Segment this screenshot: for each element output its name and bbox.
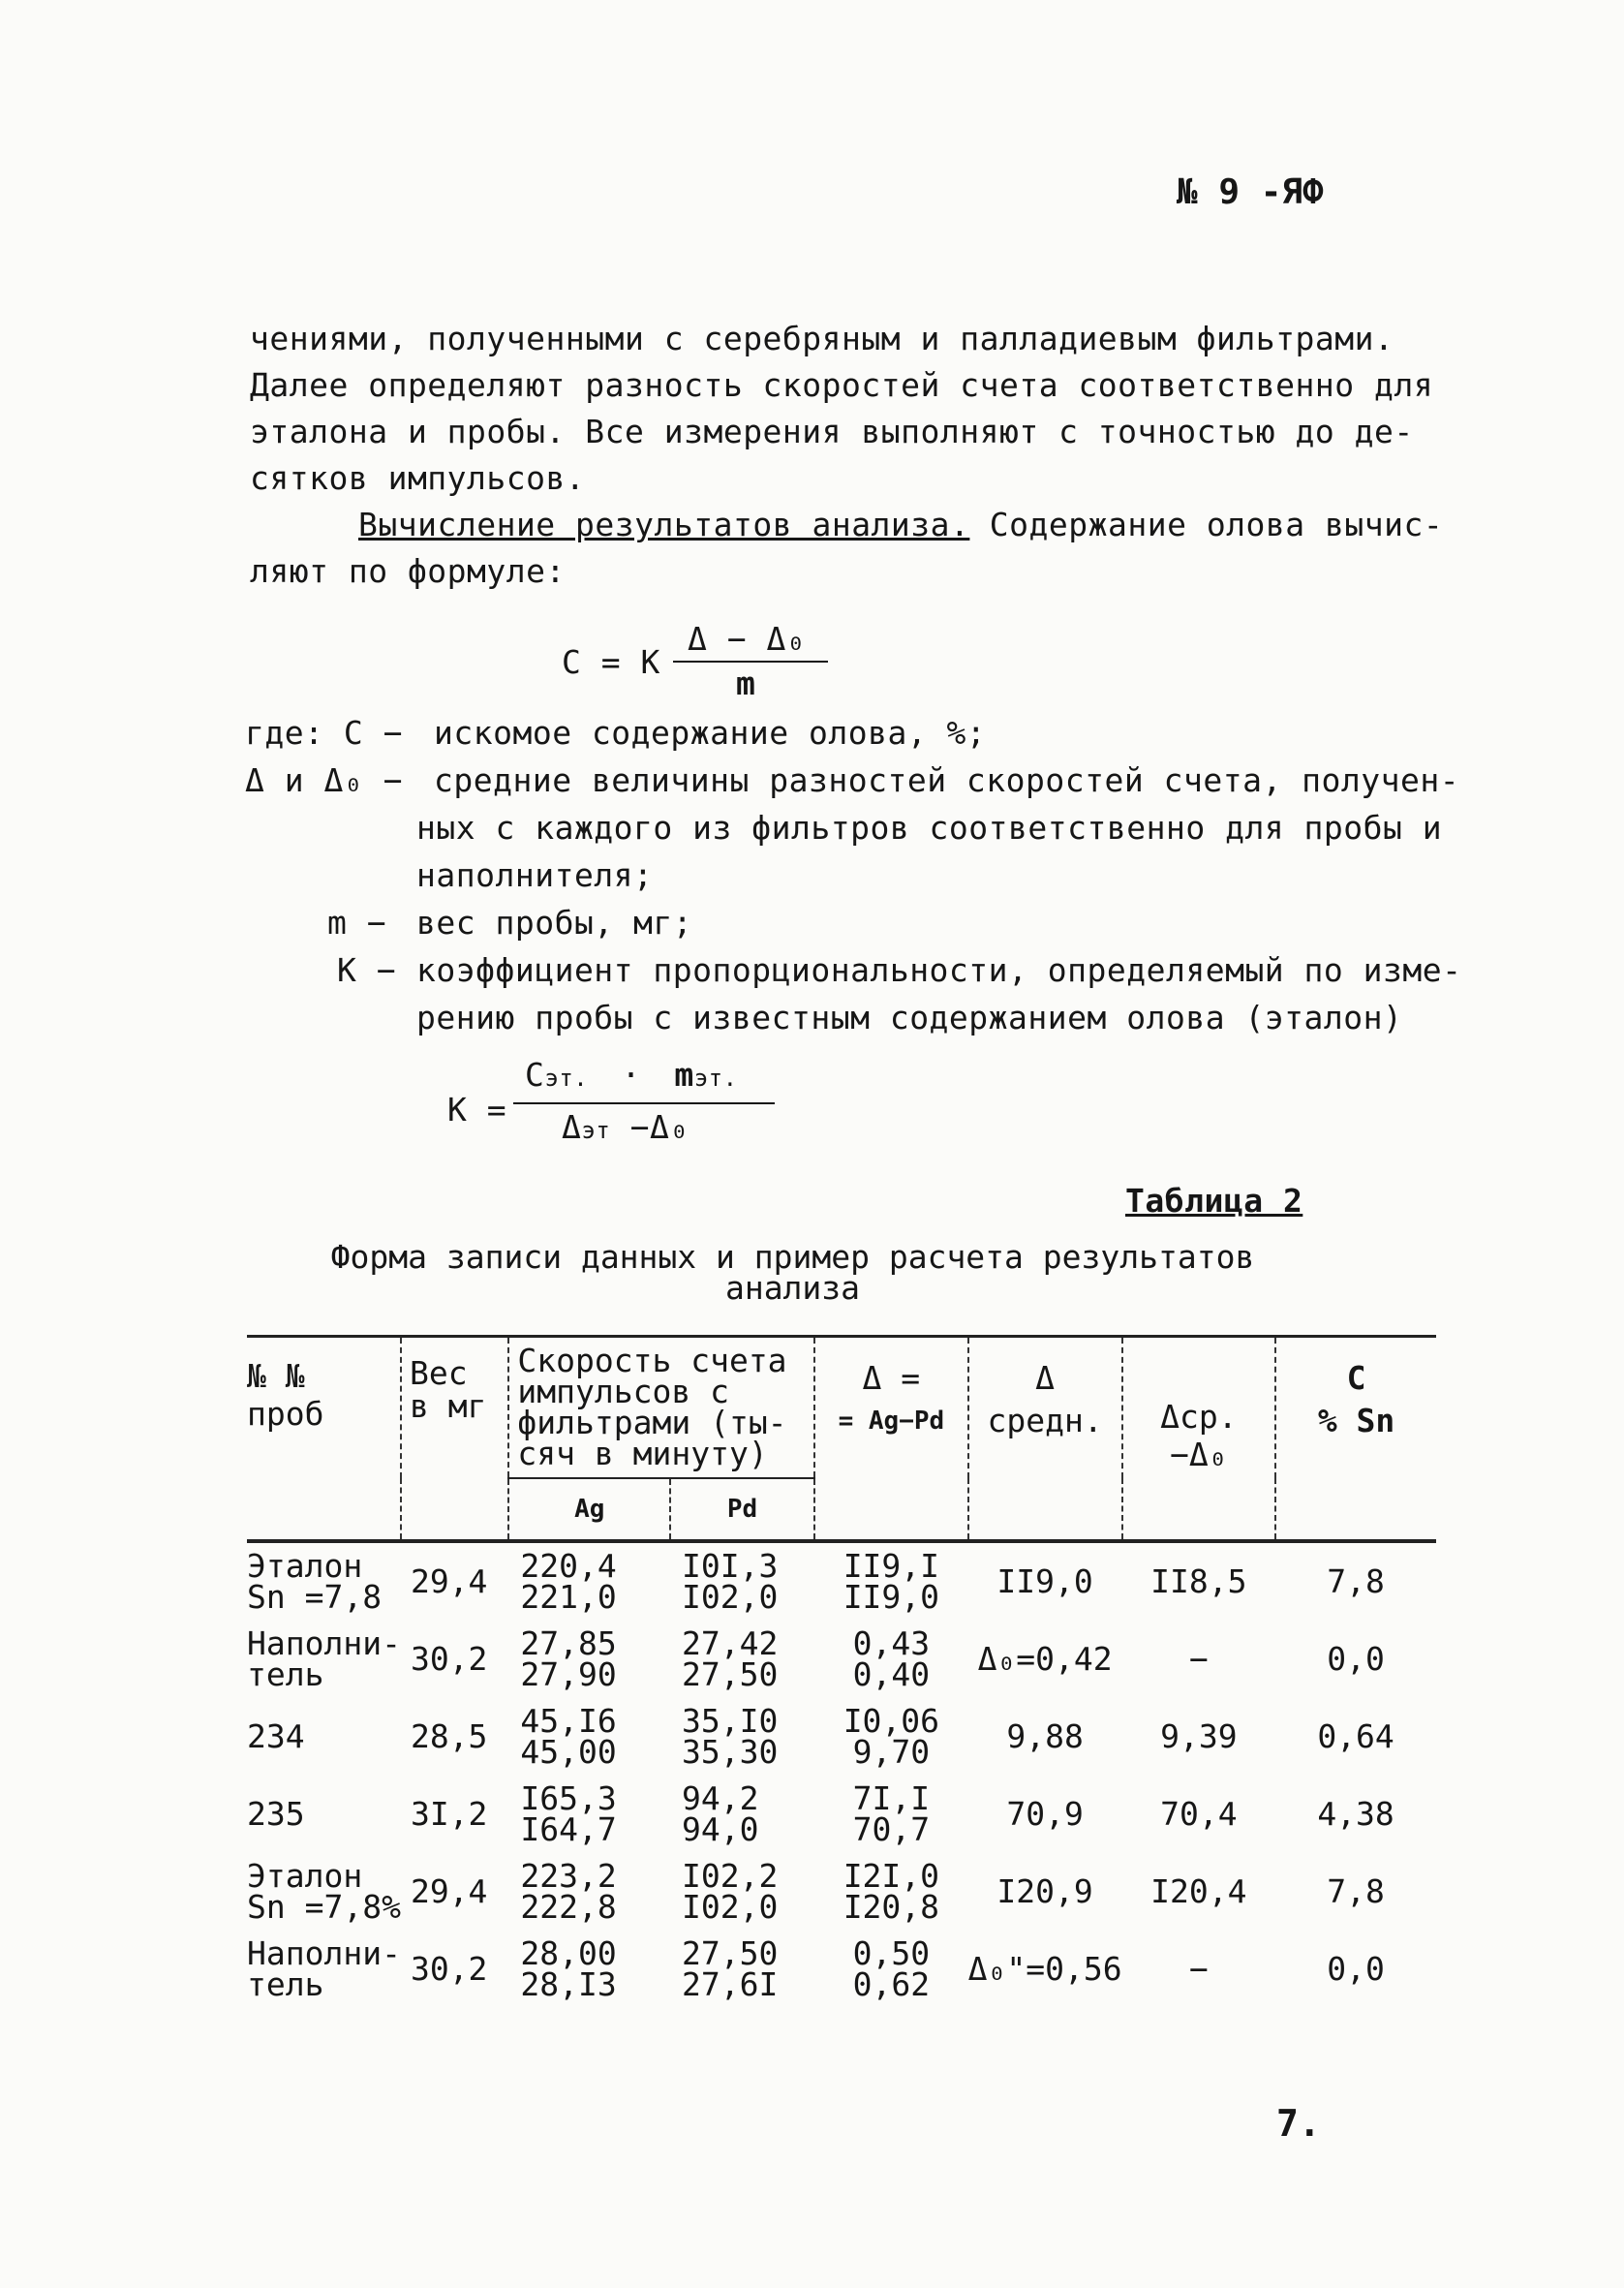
cell-sample-line: Эталон — [247, 1857, 363, 1895]
cell-weight — [401, 1776, 508, 1853]
cell-weight-value: 3I,2 — [410, 1795, 488, 1833]
formula-numerator: Сэт. · mэт. — [525, 1056, 738, 1094]
cell-ag-line: 222,8 — [520, 1888, 617, 1926]
definition-symbol: где: С − — [245, 714, 403, 752]
table-title: анализа — [724, 1269, 861, 1307]
cell-pd-line: 27,6I — [682, 1965, 779, 2003]
cell-c — [1275, 1853, 1436, 1931]
cell-delta-diff — [1122, 1776, 1276, 1853]
cell-delta-mean-value: II9,0 — [996, 1562, 1093, 1600]
table-row — [247, 1931, 1436, 2008]
definition-symbol: К − — [337, 951, 397, 989]
cell-c-value: 0,0 — [1327, 1640, 1385, 1678]
cell-c-value: 7,8 — [1327, 1872, 1385, 1910]
cell-weight-value: 29,4 — [410, 1872, 488, 1910]
header-delta-mean: Δ средн. — [968, 1337, 1122, 1542]
paragraph-line: ляют по формуле: — [250, 552, 566, 590]
cell-weight — [401, 1541, 508, 1621]
cell-pd-line: I02,2 — [682, 1857, 779, 1895]
cell-delta-diff-value: 70,4 — [1160, 1795, 1238, 1833]
cell-pd-line: I02,0 — [682, 1578, 779, 1616]
fraction-bar — [673, 661, 828, 663]
cell-delta-line: 70,7 — [852, 1810, 931, 1848]
paragraph-line: эталона и пробы. Все измерения выполняют с точностью до де- — [250, 413, 1414, 450]
cell-ag-line: 45,00 — [520, 1733, 617, 1771]
cell-sample — [247, 1853, 401, 1931]
cell-c — [1275, 1931, 1436, 2008]
cell-ag-line: I65,3 — [520, 1779, 617, 1817]
cell-delta-mean-value: Δ₀"=0,56 — [967, 1950, 1122, 1988]
formula-lhs: С = К — [562, 643, 660, 681]
cell-ag-line: 28,00 — [520, 1934, 617, 1972]
definition-text: наполнителя; — [416, 856, 654, 894]
paragraph-line: Далее определяют разность скоростей счета соответственно для — [250, 366, 1434, 404]
definition-text: ных с каждого из фильтров соответственно для пробы и — [416, 809, 1443, 847]
definition-text: рению пробы с известным содержанием олова (эталон) — [416, 999, 1403, 1036]
cell-delta — [814, 1853, 968, 1931]
cell-c — [1275, 1621, 1436, 1698]
cell-delta-line: 0,62 — [852, 1965, 931, 2003]
cell-c-value: 0,64 — [1317, 1717, 1394, 1755]
cell-pd — [670, 1698, 814, 1776]
cell-sample — [247, 1698, 401, 1776]
cell-delta-mean — [968, 1541, 1122, 1621]
cell-pd-line: I02,0 — [682, 1888, 779, 1926]
cell-sample-line: 234 — [247, 1717, 305, 1755]
cell-weight — [401, 1621, 508, 1698]
cell-sample-line: Наполни- — [247, 1934, 401, 1972]
cell-c-value: 7,8 — [1327, 1562, 1385, 1600]
cell-delta-diff-value: II8,5 — [1150, 1562, 1247, 1600]
header-weight: Вес в мг — [401, 1337, 508, 1542]
table-row — [247, 1698, 1436, 1776]
cell-delta-line: II9,I — [843, 1547, 940, 1585]
cell-weight-value: 28,5 — [410, 1717, 488, 1755]
cell-delta-line: 7I,I — [852, 1779, 931, 1817]
definition-text: коэффициент пропорциональности, определяемый по изме- — [416, 951, 1462, 989]
header-delta: Δ = = Ag−Pd — [814, 1337, 968, 1542]
cell-sample-line: тель — [247, 1655, 324, 1693]
cell-sample-line: Эталон — [247, 1547, 363, 1585]
cell-delta-diff — [1122, 1541, 1276, 1621]
cell-delta-line: 0,50 — [852, 1934, 931, 1972]
cell-delta-line: 0,40 — [852, 1655, 931, 1693]
cell-delta-diff — [1122, 1853, 1276, 1931]
cell-delta-mean — [968, 1853, 1122, 1931]
cell-c — [1275, 1776, 1436, 1853]
definition-symbol: m − — [327, 904, 387, 942]
table-body — [247, 1541, 1436, 2008]
header-count-rate: Скорость счета импульсов с фильтрами (ты- сяч в минуту) — [508, 1337, 814, 1479]
header-c: С % Sn — [1275, 1337, 1436, 1542]
cell-delta-mean — [968, 1776, 1122, 1853]
table-row — [247, 1541, 1436, 1621]
definition-text: вес пробы, мг; — [416, 904, 693, 942]
cell-delta-mean-value: Δ₀=0,42 — [977, 1640, 1113, 1678]
cell-ag — [508, 1621, 670, 1698]
formula-k — [447, 1056, 786, 1162]
cell-delta-mean-value: 9,88 — [1006, 1717, 1084, 1755]
cell-delta-line: II9,0 — [843, 1578, 940, 1616]
paragraph-line — [358, 506, 1443, 543]
cell-c-value: 4,38 — [1317, 1795, 1394, 1833]
fraction-bar — [513, 1102, 775, 1104]
cell-ag-line: 28,I3 — [520, 1965, 617, 2003]
cell-delta-line: 0,43 — [852, 1624, 931, 1662]
cell-delta-line: 9,70 — [852, 1733, 931, 1771]
cell-sample — [247, 1621, 401, 1698]
cell-delta-mean-value: I20,9 — [996, 1872, 1093, 1910]
cell-delta-line: I0,06 — [843, 1702, 940, 1740]
cell-ag-line: 223,2 — [520, 1857, 617, 1895]
definition-text: средние величины разностей скоростей счета, получен- — [434, 761, 1460, 799]
formula-numerator: Δ − Δ₀ — [688, 620, 807, 658]
header-delta-diff: Δср. −Δ₀ — [1122, 1337, 1276, 1542]
header-ag: Ag — [508, 1478, 670, 1541]
cell-delta — [814, 1698, 968, 1776]
cell-pd — [670, 1776, 814, 1853]
header-sample-no: № № проб — [247, 1337, 401, 1542]
cell-delta-diff — [1122, 1698, 1276, 1776]
cell-weight-value: 30,2 — [410, 1950, 488, 1988]
definition-text: искомое содержание олова, %; — [434, 714, 987, 752]
table-row — [247, 1853, 1436, 1931]
paragraph-text: Содержание олова вычис- — [969, 506, 1444, 543]
cell-pd — [670, 1541, 814, 1621]
cell-delta-diff — [1122, 1931, 1276, 2008]
paragraph-line: чениями, полученными с серебряным и палладиевым фильтрами. — [250, 320, 1394, 357]
cell-delta-diff-value: I20,4 — [1150, 1872, 1247, 1910]
table-header-row — [247, 1337, 1436, 1479]
cell-weight — [401, 1698, 508, 1776]
cell-ag — [508, 1931, 670, 2008]
cell-ag-line: 27,85 — [520, 1624, 617, 1662]
document-number: № 9 -ЯФ — [1177, 172, 1324, 212]
cell-ag-line: 220,4 — [520, 1547, 617, 1585]
cell-sample — [247, 1776, 401, 1853]
cell-sample-line: Sn =7,8 — [247, 1578, 383, 1616]
cell-sample — [247, 1541, 401, 1621]
cell-delta — [814, 1931, 968, 2008]
cell-pd-line: I0I,3 — [682, 1547, 779, 1585]
formula-lhs: К = — [447, 1091, 507, 1129]
cell-ag — [508, 1776, 670, 1853]
cell-pd-line: 27,42 — [682, 1624, 779, 1662]
cell-delta-mean-value: 70,9 — [1006, 1795, 1084, 1833]
cell-weight — [401, 1931, 508, 2008]
cell-sample-line: Наполни- — [247, 1624, 401, 1662]
cell-delta-diff-value: 9,39 — [1160, 1717, 1238, 1755]
cell-delta-diff-value: − — [1188, 1950, 1209, 1988]
table-row — [247, 1621, 1436, 1698]
cell-pd — [670, 1621, 814, 1698]
paragraph-line: сятков импульсов. — [250, 459, 586, 497]
cell-delta-mean — [968, 1931, 1122, 2008]
cell-delta-diff-value: − — [1188, 1640, 1209, 1678]
cell-pd-line: 94,2 — [682, 1779, 759, 1817]
cell-ag — [508, 1698, 670, 1776]
cell-weight — [401, 1853, 508, 1931]
table-row — [247, 1776, 1436, 1853]
cell-pd-line: 94,0 — [682, 1810, 759, 1848]
page-number: 7. — [1276, 2102, 1321, 2145]
formula-denominator: m — [736, 665, 756, 702]
results-table — [247, 1335, 1436, 2008]
cell-ag-line: 45,I6 — [520, 1702, 617, 1740]
cell-sample-line: 235 — [247, 1795, 305, 1833]
definition-symbol: Δ и Δ₀ − — [245, 761, 403, 799]
cell-c — [1275, 1698, 1436, 1776]
cell-c — [1275, 1541, 1436, 1621]
cell-sample-line: тель — [247, 1965, 324, 2003]
cell-pd-line: 27,50 — [682, 1934, 779, 1972]
cell-ag — [508, 1541, 670, 1621]
cell-pd-line: 35,30 — [682, 1733, 779, 1771]
cell-sample — [247, 1931, 401, 2008]
cell-delta — [814, 1621, 968, 1698]
cell-delta — [814, 1776, 968, 1853]
cell-delta-line: I2I,0 — [843, 1857, 940, 1895]
table-label: Таблица 2 — [1125, 1182, 1303, 1220]
cell-ag-line: 221,0 — [520, 1578, 617, 1616]
cell-delta-mean — [968, 1621, 1122, 1698]
cell-pd — [670, 1931, 814, 2008]
cell-delta-line: I20,8 — [843, 1888, 940, 1926]
cell-pd-line: 27,50 — [682, 1655, 779, 1693]
cell-ag-line: 27,90 — [520, 1655, 617, 1693]
cell-c-value: 0,0 — [1327, 1950, 1385, 1988]
cell-pd — [670, 1853, 814, 1931]
cell-delta — [814, 1541, 968, 1621]
cell-pd-line: 35,I0 — [682, 1702, 779, 1740]
cell-ag — [508, 1853, 670, 1931]
cell-ag-line: I64,7 — [520, 1810, 617, 1848]
formula-c — [562, 620, 843, 707]
cell-sample-line: Sn =7,8% — [247, 1888, 401, 1926]
formula-denominator: Δэт −Δ₀ — [562, 1108, 689, 1146]
cell-weight-value: 29,4 — [410, 1562, 488, 1600]
header-pd: Pd — [670, 1478, 814, 1541]
cell-delta-diff — [1122, 1621, 1276, 1698]
cell-delta-mean — [968, 1698, 1122, 1776]
section-heading: Вычисление результатов анализа. — [358, 506, 970, 543]
table-title: Форма записи данных и пример расчета результатов — [330, 1238, 1255, 1276]
cell-weight-value: 30,2 — [410, 1640, 488, 1678]
